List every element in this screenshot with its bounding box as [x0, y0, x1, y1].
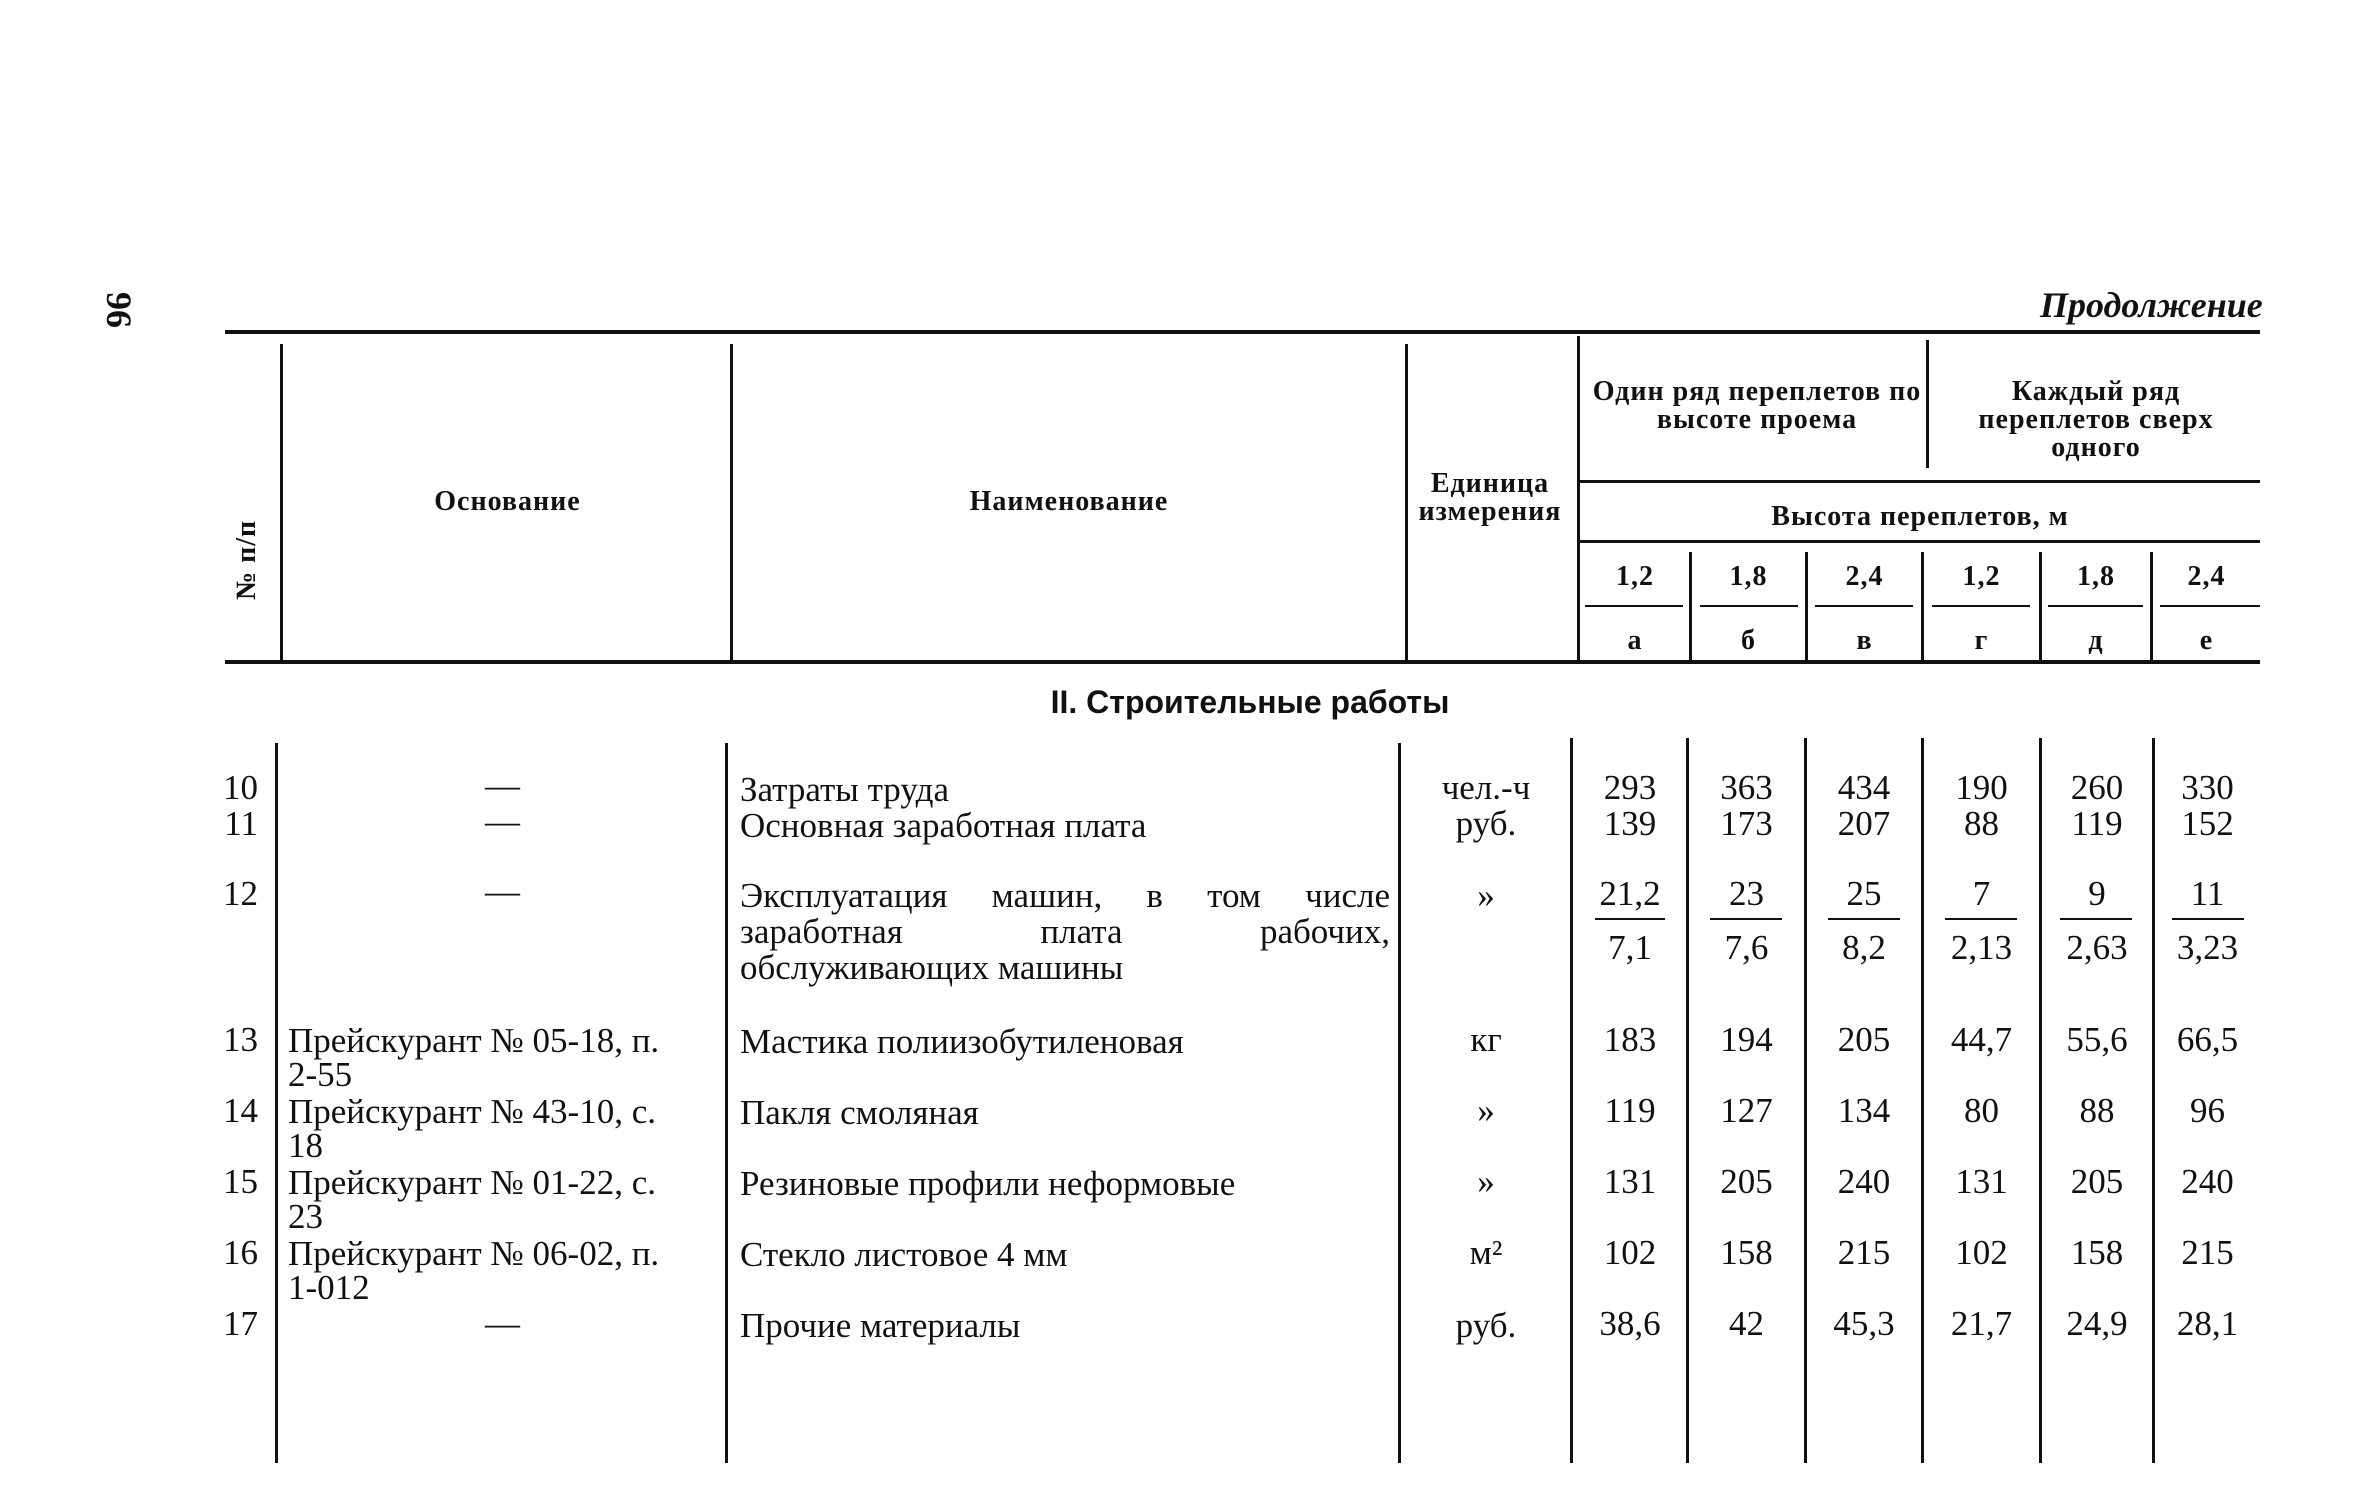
- fraction-bar: [1828, 918, 1900, 920]
- fraction-bar: [2060, 918, 2132, 920]
- header-rule: [2048, 605, 2143, 607]
- table-top-rule: [225, 330, 2260, 334]
- row-value: 131: [1603, 1162, 1657, 1201]
- row-value: 55,6: [2066, 1020, 2128, 1059]
- row-unit: »: [1477, 1091, 1495, 1130]
- header-rule: [1585, 605, 1683, 607]
- fraction-bar: [2172, 918, 2244, 920]
- row-value: 205: [2070, 1162, 2124, 1201]
- header-letter: г: [1974, 625, 1989, 656]
- row-name: Прочие материалы: [740, 1306, 1021, 1345]
- row-name: Затраты труда: [740, 770, 949, 809]
- row-basis: —: [485, 872, 520, 911]
- page-number: 96: [99, 292, 139, 328]
- row-value: 173: [1720, 804, 1773, 843]
- row-value: 28,1: [2176, 1304, 2239, 1343]
- row-number: 12: [223, 874, 258, 913]
- row-value: 207: [1837, 804, 1891, 843]
- fraction-denominator: 2,63: [2066, 928, 2128, 967]
- row-value: 240: [2181, 1162, 2234, 1201]
- row-value: 45,3: [1833, 1304, 1895, 1343]
- header-divider: [280, 344, 283, 660]
- row-value: 158: [2070, 1233, 2124, 1272]
- row-value: 190: [1955, 768, 2008, 807]
- header-osnovanie: Основание: [434, 486, 581, 517]
- row-value: 158: [1720, 1233, 1773, 1272]
- row-number: 10: [223, 768, 258, 807]
- row-value: 139: [1603, 804, 1657, 843]
- section-title: II. Строительные работы: [1050, 684, 1450, 720]
- row-value: 205: [1837, 1020, 1891, 1059]
- header-letter: б: [1741, 625, 1756, 656]
- row-number: 15: [223, 1162, 258, 1201]
- row-value: 215: [1837, 1233, 1891, 1272]
- header-divider: [1405, 344, 1408, 660]
- row-value: 88: [2079, 1091, 2115, 1130]
- header-divider: [1926, 340, 1929, 468]
- row-value: 102: [1955, 1233, 2008, 1272]
- row-number: 14: [223, 1091, 258, 1130]
- row-unit: чел.-ч: [1441, 768, 1531, 807]
- row-value: 42: [1729, 1304, 1764, 1343]
- header-rule: [1932, 605, 2030, 607]
- row-basis: Прейскурант № 06-02, п. 1-012: [288, 1234, 660, 1307]
- header-letter: а: [1627, 625, 1643, 656]
- row-basis: —: [485, 1304, 520, 1343]
- row-value: 119: [1604, 1091, 1656, 1130]
- header-height-value: 1,8: [1729, 561, 1768, 592]
- header-height-value: 2,4: [2187, 561, 2226, 592]
- header-rule: [1700, 605, 1798, 607]
- row-name: Мастика полиизобутиленовая: [740, 1022, 1184, 1061]
- row-value: 434: [1837, 768, 1891, 807]
- row-value: 44,7: [1950, 1020, 2013, 1059]
- row-value: 24,9: [2066, 1304, 2128, 1343]
- fraction-numerator: 9: [2088, 874, 2106, 913]
- fraction-bar: [1710, 918, 1782, 920]
- header-rule: [2160, 605, 2260, 607]
- fraction-denominator: 8,2: [1842, 928, 1886, 967]
- fraction-denominator: 7,1: [1608, 928, 1652, 967]
- header-rule: [1580, 480, 2260, 483]
- fraction-bar: [1595, 918, 1665, 920]
- header-group1: Один ряд переплетов по высоте проема: [1592, 376, 1922, 435]
- row-basis: —: [485, 802, 520, 841]
- fraction-numerator: 23: [1729, 874, 1764, 913]
- body-divider: [1398, 743, 1401, 1463]
- header-group2: Каждый ряд переплетов сверх одного: [1978, 376, 2214, 463]
- row-basis: Прейскурант № 05-18, п. 2-55: [288, 1021, 660, 1094]
- row-value: 183: [1603, 1020, 1657, 1059]
- body-divider: [725, 743, 728, 1463]
- row-number: 11: [224, 804, 258, 843]
- continuation-label: Продолжение: [2040, 285, 2263, 325]
- row-value: 260: [2070, 768, 2124, 807]
- row-value: 80: [1964, 1091, 1999, 1130]
- row-number: 16: [223, 1233, 258, 1272]
- body-divider: [1570, 738, 1573, 1463]
- row-value: 88: [1964, 804, 1999, 843]
- fraction-numerator: 11: [2190, 874, 2225, 913]
- header-letter: д: [2088, 625, 2104, 656]
- header-height-value: 1,8: [2077, 561, 2115, 592]
- row-name: Стекло листовое 4 мм: [740, 1235, 1068, 1274]
- row-value: 131: [1955, 1162, 2008, 1201]
- row-value: 21,7: [1950, 1304, 2013, 1343]
- body-divider: [275, 743, 278, 1463]
- fraction-denominator: 7,6: [1724, 928, 1769, 967]
- row-number: 13: [223, 1020, 258, 1059]
- fraction-numerator: 25: [1846, 874, 1882, 913]
- header-divider: [1577, 336, 1580, 660]
- row-value: 127: [1720, 1091, 1773, 1130]
- row-value: 194: [1720, 1020, 1773, 1059]
- row-value: 293: [1603, 768, 1657, 807]
- header-height-value: 1,2: [1962, 561, 2001, 592]
- fraction-denominator: 2,13: [1950, 928, 2013, 967]
- row-unit: руб.: [1455, 804, 1517, 843]
- row-unit: кг: [1470, 1020, 1502, 1059]
- fraction-numerator: 21,2: [1599, 874, 1661, 913]
- fraction-denominator: 3,23: [2176, 928, 2239, 967]
- row-basis: Прейскурант № 43-10, с. 18: [288, 1092, 656, 1165]
- row-basis: Прейскурант № 01-22, с. 23: [288, 1163, 656, 1236]
- header-unit: Единица измерения: [1418, 468, 1562, 527]
- header-bottom-rule: [225, 660, 2260, 664]
- header-letter: е: [2199, 625, 2214, 656]
- row-name: Пакля смоляная: [740, 1093, 979, 1132]
- row-unit: м²: [1469, 1233, 1503, 1272]
- row-basis: —: [485, 766, 520, 805]
- row-value: 119: [2071, 804, 2123, 843]
- fraction-numerator: 7: [1972, 874, 1991, 913]
- row-value: 66,5: [2176, 1020, 2239, 1059]
- header-height-value: 1,2: [1616, 561, 1654, 592]
- row-name: Основная заработная плата: [740, 806, 1147, 845]
- header-num: № п/п: [231, 519, 262, 600]
- header-rule: [1815, 605, 1913, 607]
- row-value: 134: [1837, 1091, 1891, 1130]
- header-height-value: 2,4: [1845, 561, 1884, 592]
- header-height: Высота переплетов, м: [1771, 501, 2069, 532]
- header-rule: [1580, 540, 2260, 543]
- row-unit: руб.: [1455, 1306, 1517, 1345]
- row-value: 215: [2181, 1233, 2234, 1272]
- row-unit: »: [1477, 876, 1495, 915]
- row-value: 102: [1603, 1233, 1657, 1272]
- header-letter: в: [1856, 625, 1873, 656]
- header-naimenovanie: Наименование: [969, 486, 1169, 517]
- fraction-bar: [1945, 918, 2017, 920]
- row-value: 38,6: [1599, 1304, 1661, 1343]
- row-value: 96: [2190, 1091, 2225, 1130]
- row-name: Резиновые профили неформовые: [740, 1164, 1236, 1203]
- row-name: Эксплуатация машин, в том числе заработная плата рабочих, обслуживающих машины: [740, 876, 1390, 987]
- row-value: 240: [1837, 1162, 1891, 1201]
- row-unit: »: [1477, 1162, 1495, 1201]
- row-value: 152: [2181, 804, 2234, 843]
- row-number: 17: [223, 1304, 258, 1343]
- row-value: 330: [2181, 768, 2234, 807]
- row-value: 205: [1720, 1162, 1773, 1201]
- row-value: 363: [1720, 768, 1773, 807]
